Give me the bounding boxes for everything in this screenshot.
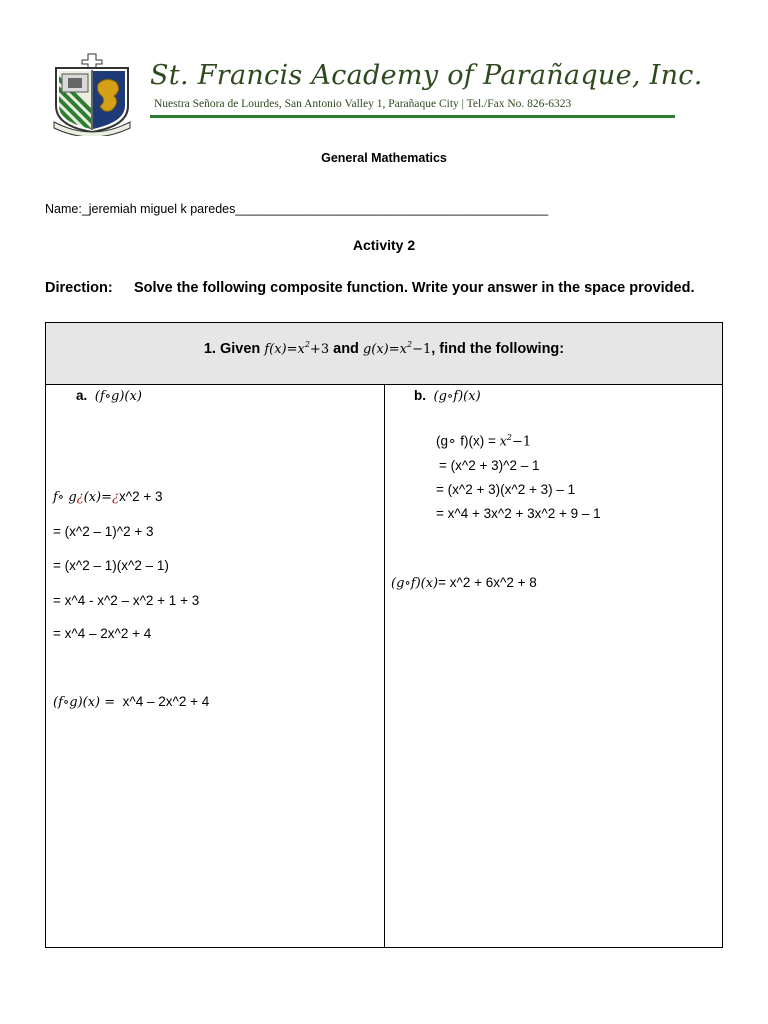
column-divider (384, 385, 385, 947)
part-b-step-1-exponent: 2 (506, 433, 513, 442)
f-exponent: 2 (304, 340, 310, 349)
g-tail: −1 (412, 341, 432, 357)
student-name-line: Name:_jeremiah miguel k paredes_____________________________________________ (45, 202, 549, 216)
find-text: , find the following: (431, 340, 565, 357)
part-a-answer-expression: (f∘g)(x) = (53, 695, 116, 710)
part-b-step-4: = x^4 + 3x^2 + 3x^2 + 9 – 1 (436, 506, 601, 521)
g-definition: g(x)=x (362, 341, 407, 357)
school-seal-logo (50, 50, 134, 136)
part-a-step-1-x: (x)= (83, 490, 112, 505)
part-b-answer (391, 575, 537, 591)
part-a-step-5: = x^4 – 2x^2 + 4 (53, 626, 152, 641)
school-address: Nuestra Señora de Lourdes, San Antonio Valley 1, Parañaque City | Tel./Fax No. 826-6323 (154, 98, 572, 110)
part-b-answer-value: = x^2 + 6x^2 + 8 (438, 575, 537, 590)
part-b-heading (414, 388, 481, 404)
part-b-step-1-prefix: (g∘ f)(x) = (436, 433, 500, 449)
part-b-step-1 (436, 433, 531, 450)
problem-box (45, 322, 723, 948)
part-a-step-1-fg: f∘ g (53, 490, 77, 505)
part-b-step-1-tail: −1 (512, 434, 532, 450)
direction (45, 280, 694, 296)
problem-number: 1. (203, 340, 216, 357)
part-a-expression: (f∘g)(x) (94, 389, 142, 404)
g-exponent: 2 (406, 340, 413, 349)
and-word: and (333, 340, 359, 357)
activity-title: Activity 2 (352, 237, 416, 253)
problem-statement (46, 340, 722, 357)
part-a-step-1-tail: x^2 + 3 (118, 489, 163, 504)
part-a-answer (53, 694, 209, 710)
problem-header (46, 323, 722, 385)
school-name: St. Francis Academy of Parañaque, Inc. (150, 60, 703, 91)
part-b-expression: (g∘f)(x) (433, 389, 481, 404)
header-rule (150, 115, 675, 118)
f-tail: +3 (309, 341, 330, 357)
part-a-step-1-glyph-1: ¿ (76, 490, 84, 505)
part-b-label: b. (414, 388, 426, 403)
part-b-step-3: = (x^2 + 3)(x^2 + 3) – 1 (436, 482, 576, 497)
given-word: Given (219, 340, 261, 357)
part-a-step-2: = (x^2 – 1)^2 + 3 (53, 524, 154, 539)
part-a-step-1-glyph-2: ¿ (112, 490, 119, 505)
part-a-step-4: = x^4 - x^2 – x^2 + 1 + 3 (53, 593, 200, 608)
f-definition: f(x)=x (264, 341, 305, 357)
part-a-step-3: = (x^2 – 1)(x^2 – 1) (53, 558, 169, 573)
direction-text: Solve the following composite function. Write your answer in the space provided. (134, 280, 695, 296)
part-a-answer-value: x^4 – 2x^2 + 4 (122, 694, 210, 709)
part-a-heading (76, 388, 142, 404)
part-b-step-2: = (x^2 + 3)^2 – 1 (439, 458, 540, 473)
subject-title: General Mathematics (321, 151, 447, 165)
direction-label: Direction: (45, 280, 113, 296)
part-b-answer-expression: (g∘f)(x) (391, 576, 439, 591)
part-b-step-1-x: x (499, 434, 507, 450)
part-a-label: a. (76, 388, 88, 403)
part-a-step-1 (53, 489, 162, 505)
